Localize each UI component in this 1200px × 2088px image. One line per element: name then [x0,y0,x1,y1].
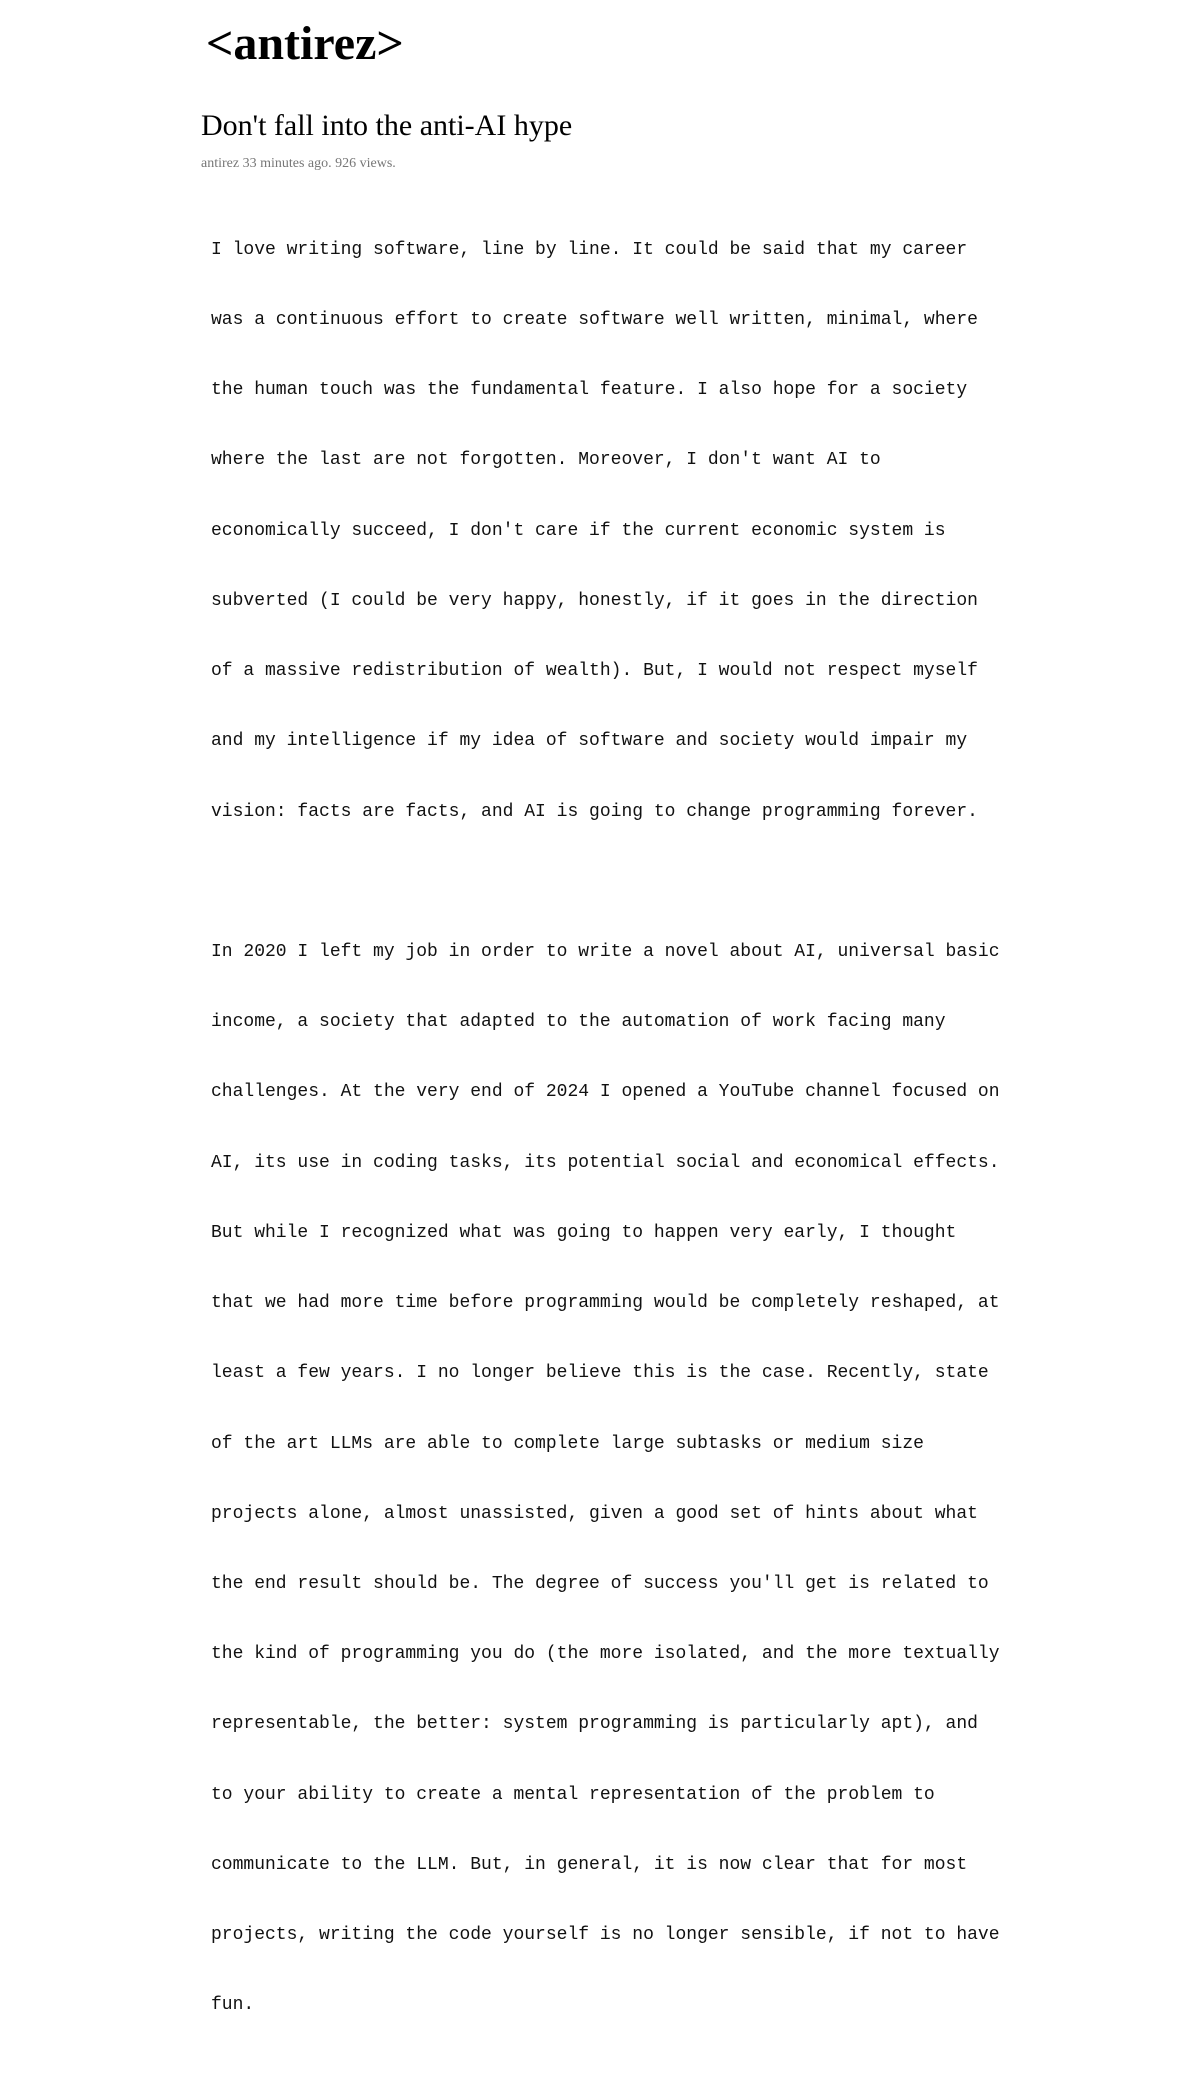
post-line: where the last are not forgotten. Moreover, I don't want AI to [211,450,881,471]
post-line: subverted (I could be very happy, honestly, if it goes in the direction [211,590,978,611]
post-paragraph-1 [211,192,1011,871]
post-line: to your ability to create a mental representation of the problem to [211,1784,935,1805]
post-line: projects, writing the code yourself is no longer sensible, if not to have [211,1925,1000,1946]
post-line: In 2020 I left my job in order to write a novel about AI, universal basic [211,941,1000,962]
post-line: the kind of programming you do (the more isolated, and the more textually [211,1644,1000,1665]
post-line: the end result should be. The degree of success you'll get is related to [211,1573,989,1594]
post-line: of the art LLMs are able to complete large subtasks or medium size [211,1433,924,1454]
site-title-link[interactable]: <antirez> [206,17,404,70]
post-line: projects alone, almost unassisted, given a good set of hints about what [211,1503,978,1524]
post-line: vision: facts are facts, and AI is going to change programming forever. [211,801,978,822]
post-line: of a massive redistribution of wealth). But, I would not respect myself [211,661,978,682]
post-line: fun. [211,1995,255,2016]
post-line: But while I recognized what was going to happen very early, I thought [211,1222,957,1243]
post-line: and my intelligence if my idea of software and society would impair my [211,731,968,752]
post-line: the human touch was the fundamental feature. I also hope for a society [211,380,968,401]
post-line: income, a society that adapted to the automation of work facing many [211,1012,946,1033]
post-line: I love writing software, line by line. It could be said that my career [211,239,968,260]
post-line: communicate to the LLM. But, in general, it is now clear that for most [211,1854,968,1875]
post-line: representable, the better: system programming is particularly apt), and [211,1714,978,1735]
post-body [211,192,1011,2088]
post-line: AI, its use in coding tasks, its potential social and economical effects. [211,1152,1000,1173]
post-meta: antirez 33 minutes ago. 926 views. [201,156,396,171]
post-title[interactable]: Don't fall into the anti-AI hype [201,109,573,142]
post-line: was a continuous effort to create software well written, minimal, where [211,310,978,331]
post-paragraph-2 [211,894,1011,2064]
post-line: that we had more time before programming would be completely reshaped, at [211,1293,1000,1314]
post-line: economically succeed, I don't care if the current economic system is [211,520,946,541]
post-line: challenges. At the very end of 2024 I opened a YouTube channel focused on [211,1082,1000,1103]
post-line: least a few years. I no longer believe this is the case. Recently, state [211,1363,989,1384]
